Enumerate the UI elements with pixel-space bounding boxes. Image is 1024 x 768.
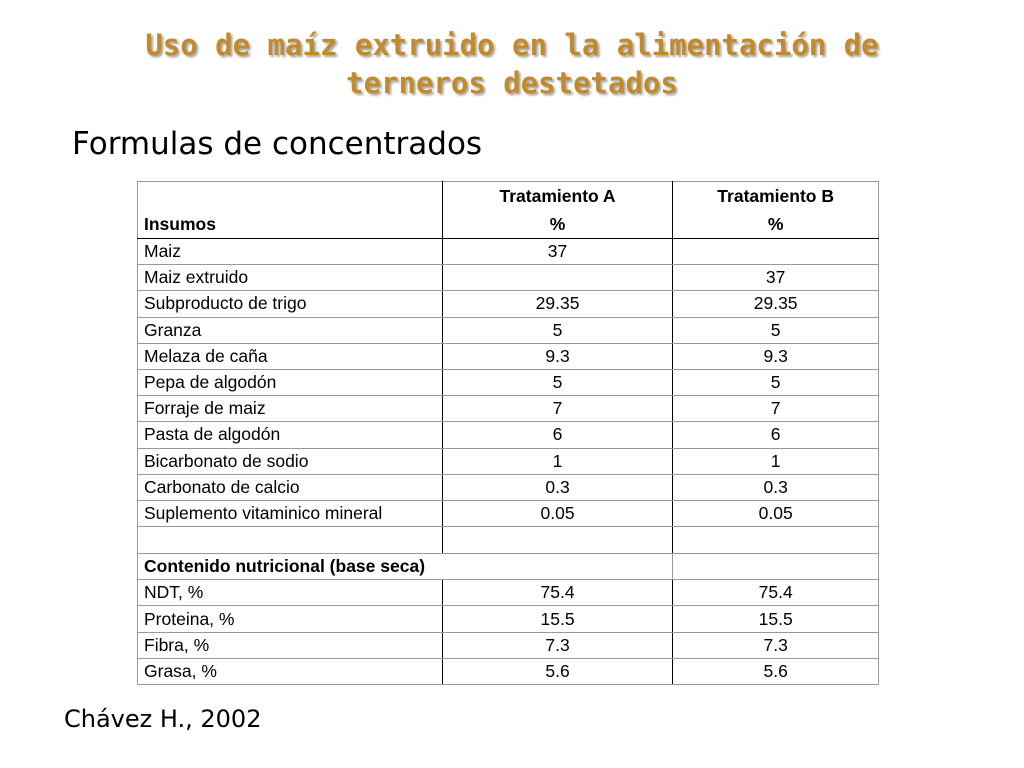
value-a: 6 — [442, 422, 673, 448]
ingredient-rows — [138, 239, 879, 527]
row-label: Bicarbonato de sodio — [138, 448, 443, 474]
value-b: 9.3 — [673, 343, 879, 369]
value-b: 0.3 — [673, 474, 879, 500]
header-tratamiento-b: Tratamiento B — [673, 182, 879, 212]
value-a: 1 — [442, 448, 673, 474]
value-a: 15.5 — [442, 606, 673, 632]
table-row — [138, 448, 879, 474]
value-b: 6 — [673, 422, 879, 448]
value-a: 75.4 — [442, 580, 673, 606]
table-row — [138, 474, 879, 500]
row-label: Proteina, % — [138, 606, 443, 632]
nutrition-header: Contenido nutricional (base seca) — [138, 554, 673, 580]
value-b: 5 — [673, 317, 879, 343]
spacer-cell — [673, 527, 879, 554]
header-tratamiento-a: Tratamiento A — [442, 182, 673, 212]
value-b: 15.5 — [673, 606, 879, 632]
value-a: 37 — [442, 239, 673, 265]
value-b: 5 — [673, 369, 879, 395]
header-unit-a: % — [442, 212, 673, 239]
value-a: 9.3 — [442, 343, 673, 369]
table-row — [138, 422, 879, 448]
row-label: Suplemento vitaminico mineral — [138, 500, 443, 526]
row-label: Forraje de maiz — [138, 396, 443, 422]
header-empty-cell — [138, 182, 443, 212]
value-b: 5.6 — [673, 658, 879, 684]
value-b: 0.05 — [673, 500, 879, 526]
value-a: 29.35 — [442, 291, 673, 317]
nutrition-header-empty — [673, 554, 879, 580]
row-label: Granza — [138, 317, 443, 343]
row-label: Melaza de caña — [138, 343, 443, 369]
slide-subtitle: Formulas de concentrados — [72, 126, 483, 162]
formula-table — [137, 181, 879, 685]
value-a: 0.05 — [442, 500, 673, 526]
row-label: Fibra, % — [138, 632, 443, 658]
table-row — [138, 265, 879, 291]
source-citation: Chávez H., 2002 — [64, 705, 262, 733]
title-line-2: terneros destetados — [346, 66, 678, 100]
spacer-cell — [138, 527, 443, 554]
nutrition-header-row — [138, 554, 879, 580]
value-a — [442, 265, 673, 291]
value-a: 7.3 — [442, 632, 673, 658]
table-row — [138, 343, 879, 369]
table-subheader-row — [138, 212, 879, 239]
row-label: Maiz extruido — [138, 265, 443, 291]
value-b: 29.35 — [673, 291, 879, 317]
table-row — [138, 632, 879, 658]
spacer-row — [138, 527, 879, 554]
row-label: Carbonato de calcio — [138, 474, 443, 500]
row-label: Pepa de algodón — [138, 369, 443, 395]
value-a: 5 — [442, 317, 673, 343]
value-a: 5 — [442, 369, 673, 395]
table-row — [138, 239, 879, 265]
table-header-row — [138, 182, 879, 212]
slide-title — [0, 26, 1024, 102]
table-row — [138, 500, 879, 526]
value-b — [673, 239, 879, 265]
table-row — [138, 580, 879, 606]
row-label: Subproducto de trigo — [138, 291, 443, 317]
row-label: Pasta de algodón — [138, 422, 443, 448]
table-row — [138, 606, 879, 632]
table-row — [138, 291, 879, 317]
value-b: 7.3 — [673, 632, 879, 658]
value-a: 7 — [442, 396, 673, 422]
table-row — [138, 369, 879, 395]
title-line-1: Uso de maíz extruido en la alimentación de — [145, 28, 879, 62]
table-row — [138, 396, 879, 422]
value-b: 75.4 — [673, 580, 879, 606]
value-b: 7 — [673, 396, 879, 422]
header-insumos: Insumos — [138, 212, 443, 239]
row-label: Grasa, % — [138, 658, 443, 684]
header-unit-b: % — [673, 212, 879, 239]
value-a: 0.3 — [442, 474, 673, 500]
value-b: 1 — [673, 448, 879, 474]
value-b: 37 — [673, 265, 879, 291]
nutrition-rows — [138, 580, 879, 685]
value-a: 5.6 — [442, 658, 673, 684]
table-row — [138, 658, 879, 684]
row-label: NDT, % — [138, 580, 443, 606]
table-row — [138, 317, 879, 343]
spacer-cell — [442, 527, 673, 554]
row-label: Maiz — [138, 239, 443, 265]
